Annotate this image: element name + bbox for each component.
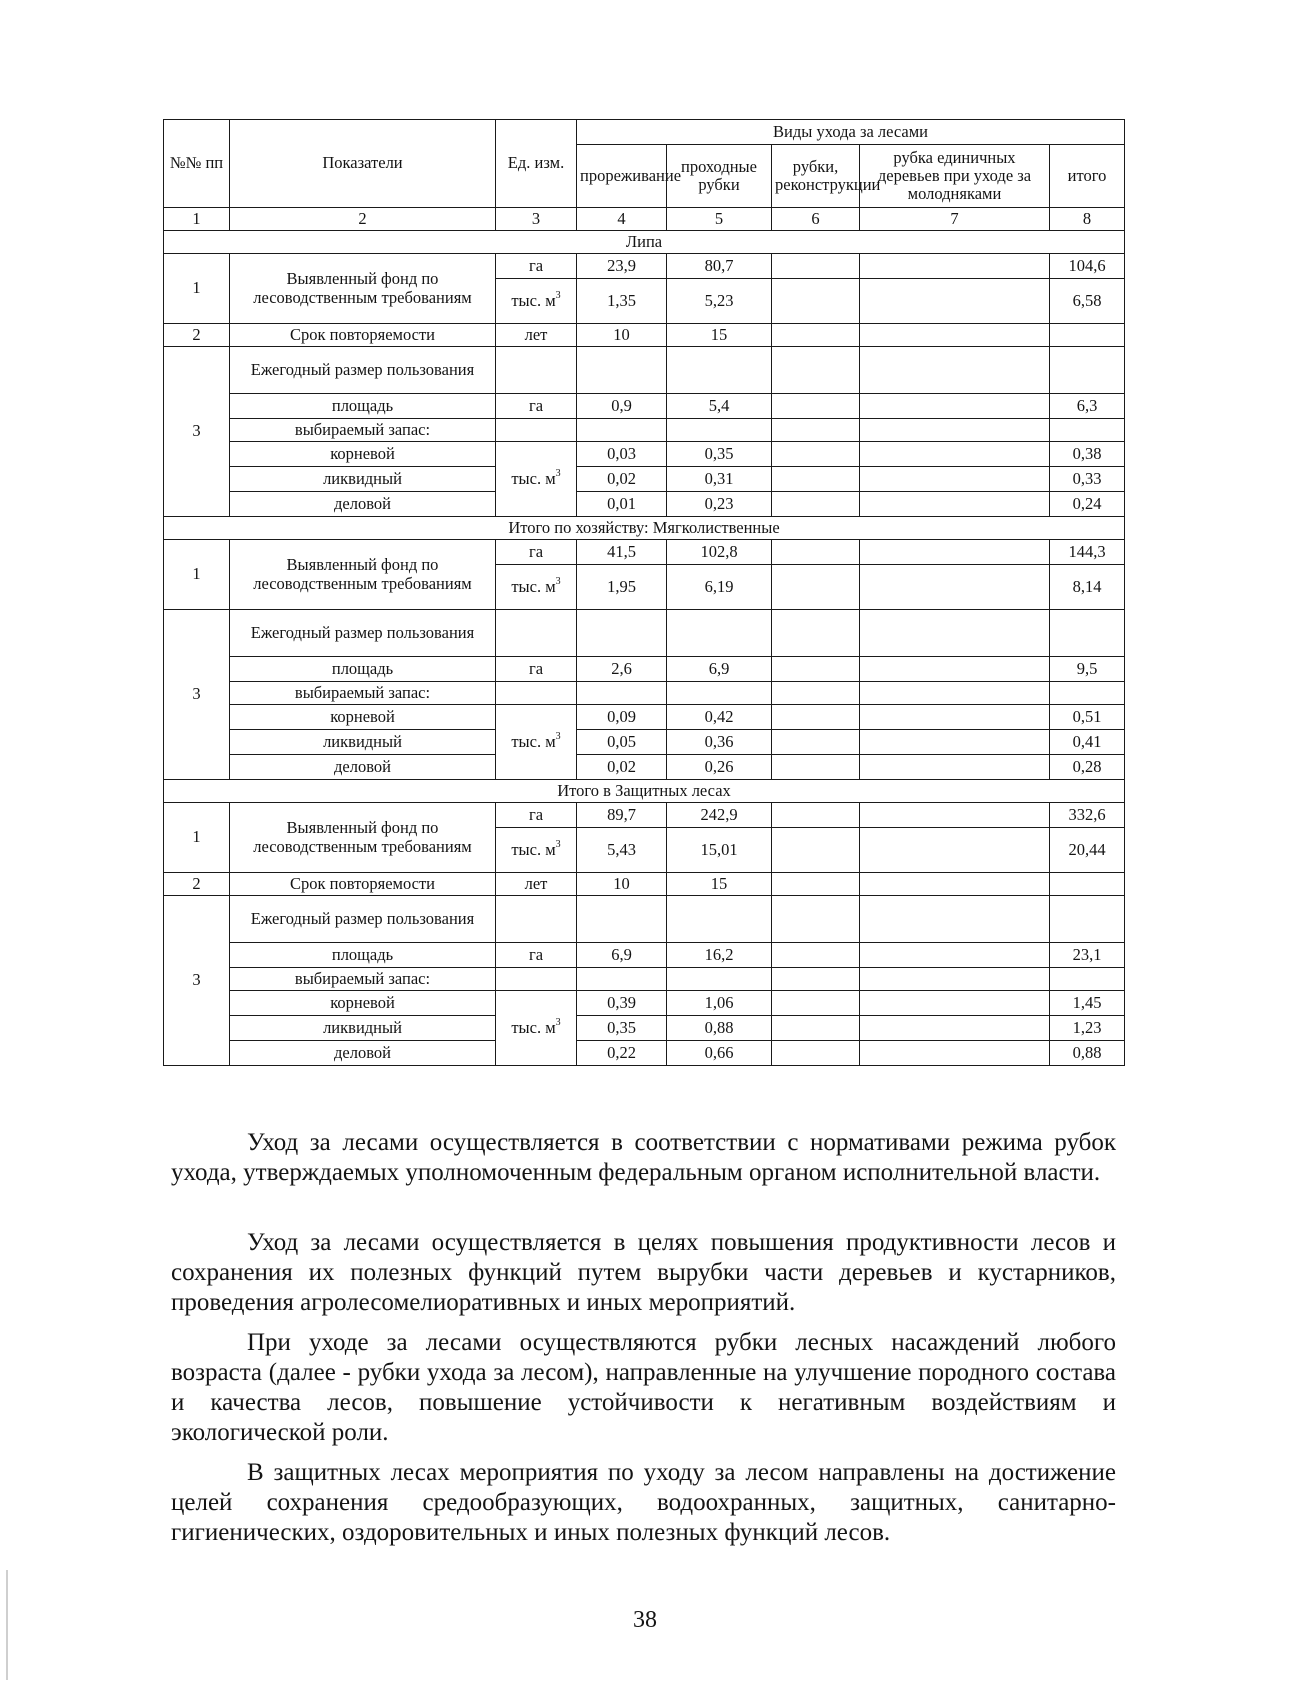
- cell-total: 8,14: [1050, 565, 1125, 610]
- cell: 80,7: [667, 254, 772, 279]
- cell: [1050, 873, 1125, 896]
- cell: 0,42: [667, 705, 772, 730]
- table-header-row: [164, 120, 1125, 145]
- row-num: 3: [164, 347, 230, 517]
- cell: 15: [667, 324, 772, 347]
- table-row: [164, 873, 1125, 896]
- unit-years: лет: [496, 324, 577, 347]
- cell-total: 23,1: [1050, 943, 1125, 968]
- cell: [860, 682, 1050, 705]
- row-num: 1: [164, 540, 230, 610]
- cell: 0,01: [577, 492, 667, 517]
- cell: 6,9: [667, 657, 772, 682]
- cell: 0,03: [577, 442, 667, 467]
- cell-total: 0,88: [1050, 1041, 1125, 1066]
- fund-label: Выявленный фонд по лесоводственным требованиям: [230, 540, 496, 610]
- cell: [667, 347, 772, 394]
- cell: 0,31: [667, 467, 772, 492]
- cell-total: 0,38: [1050, 442, 1125, 467]
- cell: [860, 657, 1050, 682]
- unit-text: тыс. м: [511, 1017, 556, 1037]
- cell: 0,26: [667, 755, 772, 780]
- header-single-trees: рубка единичных деревьев при уходе за молодняками: [860, 145, 1050, 208]
- cell: [860, 565, 1050, 610]
- header-indicators: Показатели: [230, 120, 496, 208]
- unit-sup: 3: [555, 467, 561, 479]
- table-row: [164, 896, 1125, 943]
- unit-m3: [496, 442, 577, 517]
- cell: [860, 394, 1050, 419]
- row-num: 3: [164, 896, 230, 1066]
- cell: [772, 730, 860, 755]
- table-row: [164, 540, 1125, 565]
- cell: 1,95: [577, 565, 667, 610]
- cell: [860, 1016, 1050, 1041]
- body-paragraph: При уходе за лесами осуществляются рубки лесных насаждений любого возраста (далее - рубки ухода за лесом), направленные на улучшение породного состава и качества лесов, повышение устойчивости к негативным воздействиям и экологической роли.: [171, 1329, 1116, 1446]
- colnum: 4: [577, 208, 667, 231]
- liquid-label: ликвидный: [230, 730, 496, 755]
- cell: [860, 873, 1050, 896]
- unit-ha: га: [496, 254, 577, 279]
- unit-sup: 3: [555, 575, 561, 587]
- cell-total: 332,6: [1050, 803, 1125, 828]
- annual-label: Ежегодный размер пользования: [230, 896, 496, 943]
- root-label: корневой: [230, 991, 496, 1016]
- header-unit: Ед. изм.: [496, 120, 577, 208]
- unit-text: тыс. м: [511, 576, 556, 596]
- table-row: [164, 324, 1125, 347]
- cell: [1050, 896, 1125, 943]
- cell-total: 0,51: [1050, 705, 1125, 730]
- cell: [772, 1016, 860, 1041]
- header-group: Виды ухода за лесами: [577, 120, 1125, 145]
- unit-sup: 3: [555, 1016, 561, 1028]
- cell: 0,22: [577, 1041, 667, 1066]
- cell-total: 0,24: [1050, 492, 1125, 517]
- cell: 0,05: [577, 730, 667, 755]
- unit-m3: [496, 705, 577, 780]
- colnum: 3: [496, 208, 577, 231]
- business-label: деловой: [230, 755, 496, 780]
- cell: [860, 347, 1050, 394]
- cell: [772, 803, 860, 828]
- cell: [496, 968, 577, 991]
- stock-label: выбираемый запас:: [230, 968, 496, 991]
- page-number: 38: [633, 1607, 657, 1633]
- cell: [860, 968, 1050, 991]
- cell: [860, 803, 1050, 828]
- cell: [772, 254, 860, 279]
- cell-total: 104,6: [1050, 254, 1125, 279]
- cell: [1050, 347, 1125, 394]
- cell: 10: [577, 873, 667, 896]
- fund-label: Выявленный фонд по лесоводственным требованиям: [230, 254, 496, 324]
- cell: [577, 682, 667, 705]
- header-total: итого: [1050, 145, 1125, 208]
- cell: 0,35: [667, 442, 772, 467]
- table-row: [164, 682, 1125, 705]
- table-row: [164, 347, 1125, 394]
- table-row: [164, 1041, 1125, 1066]
- row-num: 1: [164, 803, 230, 873]
- cell-total: 0,41: [1050, 730, 1125, 755]
- unit-sup: 3: [555, 289, 561, 301]
- cell: [860, 730, 1050, 755]
- root-label: корневой: [230, 442, 496, 467]
- cell: 5,4: [667, 394, 772, 419]
- root-label: корневой: [230, 705, 496, 730]
- cell-total: 6,58: [1050, 279, 1125, 324]
- cell: [772, 705, 860, 730]
- liquid-label: ликвидный: [230, 467, 496, 492]
- cell: [577, 968, 667, 991]
- cell-total: 9,5: [1050, 657, 1125, 682]
- cell: [772, 442, 860, 467]
- cell: [667, 896, 772, 943]
- unit-m3: [496, 565, 577, 610]
- cell: 0,02: [577, 467, 667, 492]
- unit-ha: га: [496, 394, 577, 419]
- cell: [860, 467, 1050, 492]
- cell: 5,23: [667, 279, 772, 324]
- unit-text: тыс. м: [511, 731, 556, 751]
- column-numbers-row: [164, 208, 1125, 231]
- cell: [860, 828, 1050, 873]
- cell: 242,9: [667, 803, 772, 828]
- row-num: 3: [164, 610, 230, 780]
- body-paragraph: Уход за лесами осуществляется в соответствии с нормативами режима рубок ухода, утверждаемых уполномоченным федеральным органом исполнительной власти.: [171, 1129, 1116, 1186]
- header-reconstruction: рубки, реконструкции: [772, 145, 860, 208]
- cell: 10: [577, 324, 667, 347]
- section-title-row: [164, 231, 1125, 254]
- cell: [772, 324, 860, 347]
- cell: 1,35: [577, 279, 667, 324]
- cell: [496, 896, 577, 943]
- cell: [860, 991, 1050, 1016]
- row-num: 1: [164, 254, 230, 324]
- fund-label: Выявленный фонд по лесоводственным требованиям: [230, 803, 496, 873]
- table-row: [164, 991, 1125, 1016]
- period-label: Срок повторяемости: [230, 324, 496, 347]
- unit-sup: 3: [555, 838, 561, 850]
- cell: [860, 419, 1050, 442]
- colnum: 8: [1050, 208, 1125, 231]
- cell: [772, 943, 860, 968]
- unit-text: тыс. м: [511, 290, 556, 310]
- section-title: Липа: [164, 231, 1125, 254]
- cell: [860, 492, 1050, 517]
- table-row: [164, 755, 1125, 780]
- cell: 2,6: [577, 657, 667, 682]
- cell: [772, 492, 860, 517]
- colnum: 2: [230, 208, 496, 231]
- header-thinning: прореживание: [577, 145, 667, 208]
- body-paragraph: В защитных лесах мероприятия по уходу за лесом направлены на достижение целей сохранения средообразующих, водоохранных, защитных, санитарно-гигиенических, оздоровительных и иных полезных функций лесов.: [171, 1459, 1116, 1546]
- stock-label: выбираемый запас:: [230, 682, 496, 705]
- cell: [860, 540, 1050, 565]
- cell: 41,5: [577, 540, 667, 565]
- table-row: [164, 419, 1125, 442]
- cell: [772, 991, 860, 1016]
- unit-m3: [496, 279, 577, 324]
- cell: 0,88: [667, 1016, 772, 1041]
- header-pass-cutting: проходные рубки: [667, 145, 772, 208]
- unit-ha: га: [496, 540, 577, 565]
- cell-total: 0,28: [1050, 755, 1125, 780]
- cell: [772, 755, 860, 780]
- cell: [1050, 419, 1125, 442]
- cell: [496, 347, 577, 394]
- cell: [1050, 968, 1125, 991]
- unit-sup: 3: [555, 730, 561, 742]
- cell: [1050, 324, 1125, 347]
- cell: [667, 610, 772, 657]
- cell: [772, 682, 860, 705]
- table-row: [164, 467, 1125, 492]
- table-row: [164, 730, 1125, 755]
- cell: 0,9: [577, 394, 667, 419]
- cell: [860, 610, 1050, 657]
- table-row: [164, 705, 1125, 730]
- table-row: [164, 492, 1125, 517]
- cell: [667, 419, 772, 442]
- annual-label: Ежегодный размер пользования: [230, 347, 496, 394]
- scan-edge-line: [6, 1570, 8, 1680]
- cell: 6,19: [667, 565, 772, 610]
- section-title: Итого в Защитных лесах: [164, 780, 1125, 803]
- cell: [772, 419, 860, 442]
- cell: 16,2: [667, 943, 772, 968]
- cell: [772, 1041, 860, 1066]
- row-num: 2: [164, 324, 230, 347]
- cell: [772, 279, 860, 324]
- body-paragraph: Уход за лесами осуществляется в целях повышения продуктивности лесов и сохранения их полезных функций путем вырубки части деревьев и кустарников, проведения агролесомелиоративных и иных мероприятий.: [171, 1229, 1116, 1316]
- cell: [772, 467, 860, 492]
- table-row: [164, 803, 1125, 828]
- cell: [496, 610, 577, 657]
- cell: [496, 682, 577, 705]
- cell: 15,01: [667, 828, 772, 873]
- cell: 0,35: [577, 1016, 667, 1041]
- table-row: [164, 657, 1125, 682]
- cell: [772, 610, 860, 657]
- cell: [772, 394, 860, 419]
- cell-total: 1,23: [1050, 1016, 1125, 1041]
- cell: [772, 657, 860, 682]
- cell: [860, 279, 1050, 324]
- forest-care-table: [163, 119, 1125, 1066]
- table-row: [164, 943, 1125, 968]
- table-row: [164, 968, 1125, 991]
- cell-total: 0,33: [1050, 467, 1125, 492]
- cell: 5,43: [577, 828, 667, 873]
- cell: [860, 254, 1050, 279]
- section-title-row: [164, 780, 1125, 803]
- cell: [577, 419, 667, 442]
- unit-m3: [496, 991, 577, 1066]
- row-num: 2: [164, 873, 230, 896]
- header-num: №№ пп: [164, 120, 230, 208]
- unit-m3: [496, 828, 577, 873]
- cell: 89,7: [577, 803, 667, 828]
- cell: [860, 896, 1050, 943]
- cell: [577, 896, 667, 943]
- cell: [667, 968, 772, 991]
- cell: 15: [667, 873, 772, 896]
- cell: [577, 347, 667, 394]
- table-row: [164, 254, 1125, 279]
- cell: [772, 828, 860, 873]
- colnum: 7: [860, 208, 1050, 231]
- area-label: площадь: [230, 657, 496, 682]
- cell: [860, 943, 1050, 968]
- cell: [1050, 682, 1125, 705]
- stock-label: выбираемый запас:: [230, 419, 496, 442]
- unit-ha: га: [496, 657, 577, 682]
- cell: 0,09: [577, 705, 667, 730]
- unit-years: лет: [496, 873, 577, 896]
- cell: [577, 610, 667, 657]
- business-label: деловой: [230, 492, 496, 517]
- cell: 102,8: [667, 540, 772, 565]
- table-row: [164, 1016, 1125, 1041]
- section-title: Итого по хозяйству: Мягколиственные: [164, 517, 1125, 540]
- cell: [860, 324, 1050, 347]
- cell: [860, 755, 1050, 780]
- cell-total: 144,3: [1050, 540, 1125, 565]
- cell-total: 20,44: [1050, 828, 1125, 873]
- cell: 23,9: [577, 254, 667, 279]
- cell: [667, 682, 772, 705]
- liquid-label: ликвидный: [230, 1016, 496, 1041]
- cell: 0,36: [667, 730, 772, 755]
- unit-ha: га: [496, 943, 577, 968]
- cell: 0,39: [577, 991, 667, 1016]
- colnum: 1: [164, 208, 230, 231]
- period-label: Срок повторяемости: [230, 873, 496, 896]
- cell: 6,9: [577, 943, 667, 968]
- table-row: [164, 442, 1125, 467]
- table-row: [164, 610, 1125, 657]
- cell: [1050, 610, 1125, 657]
- unit-text: тыс. м: [511, 839, 556, 859]
- cell-total: 6,3: [1050, 394, 1125, 419]
- section-title-row: [164, 517, 1125, 540]
- annual-label: Ежегодный размер пользования: [230, 610, 496, 657]
- cell: 0,02: [577, 755, 667, 780]
- cell: [860, 442, 1050, 467]
- colnum: 5: [667, 208, 772, 231]
- cell: [772, 540, 860, 565]
- unit-text: тыс. м: [511, 468, 556, 488]
- cell: [772, 873, 860, 896]
- cell: [772, 968, 860, 991]
- cell: 0,66: [667, 1041, 772, 1066]
- area-label: площадь: [230, 943, 496, 968]
- cell: [496, 419, 577, 442]
- cell: [772, 347, 860, 394]
- colnum: 6: [772, 208, 860, 231]
- cell: 0,23: [667, 492, 772, 517]
- area-label: площадь: [230, 394, 496, 419]
- cell: 1,06: [667, 991, 772, 1016]
- cell: [860, 1041, 1050, 1066]
- cell: [772, 896, 860, 943]
- unit-ha: га: [496, 803, 577, 828]
- cell: [772, 565, 860, 610]
- business-label: деловой: [230, 1041, 496, 1066]
- table-row: [164, 394, 1125, 419]
- cell: [860, 705, 1050, 730]
- cell-total: 1,45: [1050, 991, 1125, 1016]
